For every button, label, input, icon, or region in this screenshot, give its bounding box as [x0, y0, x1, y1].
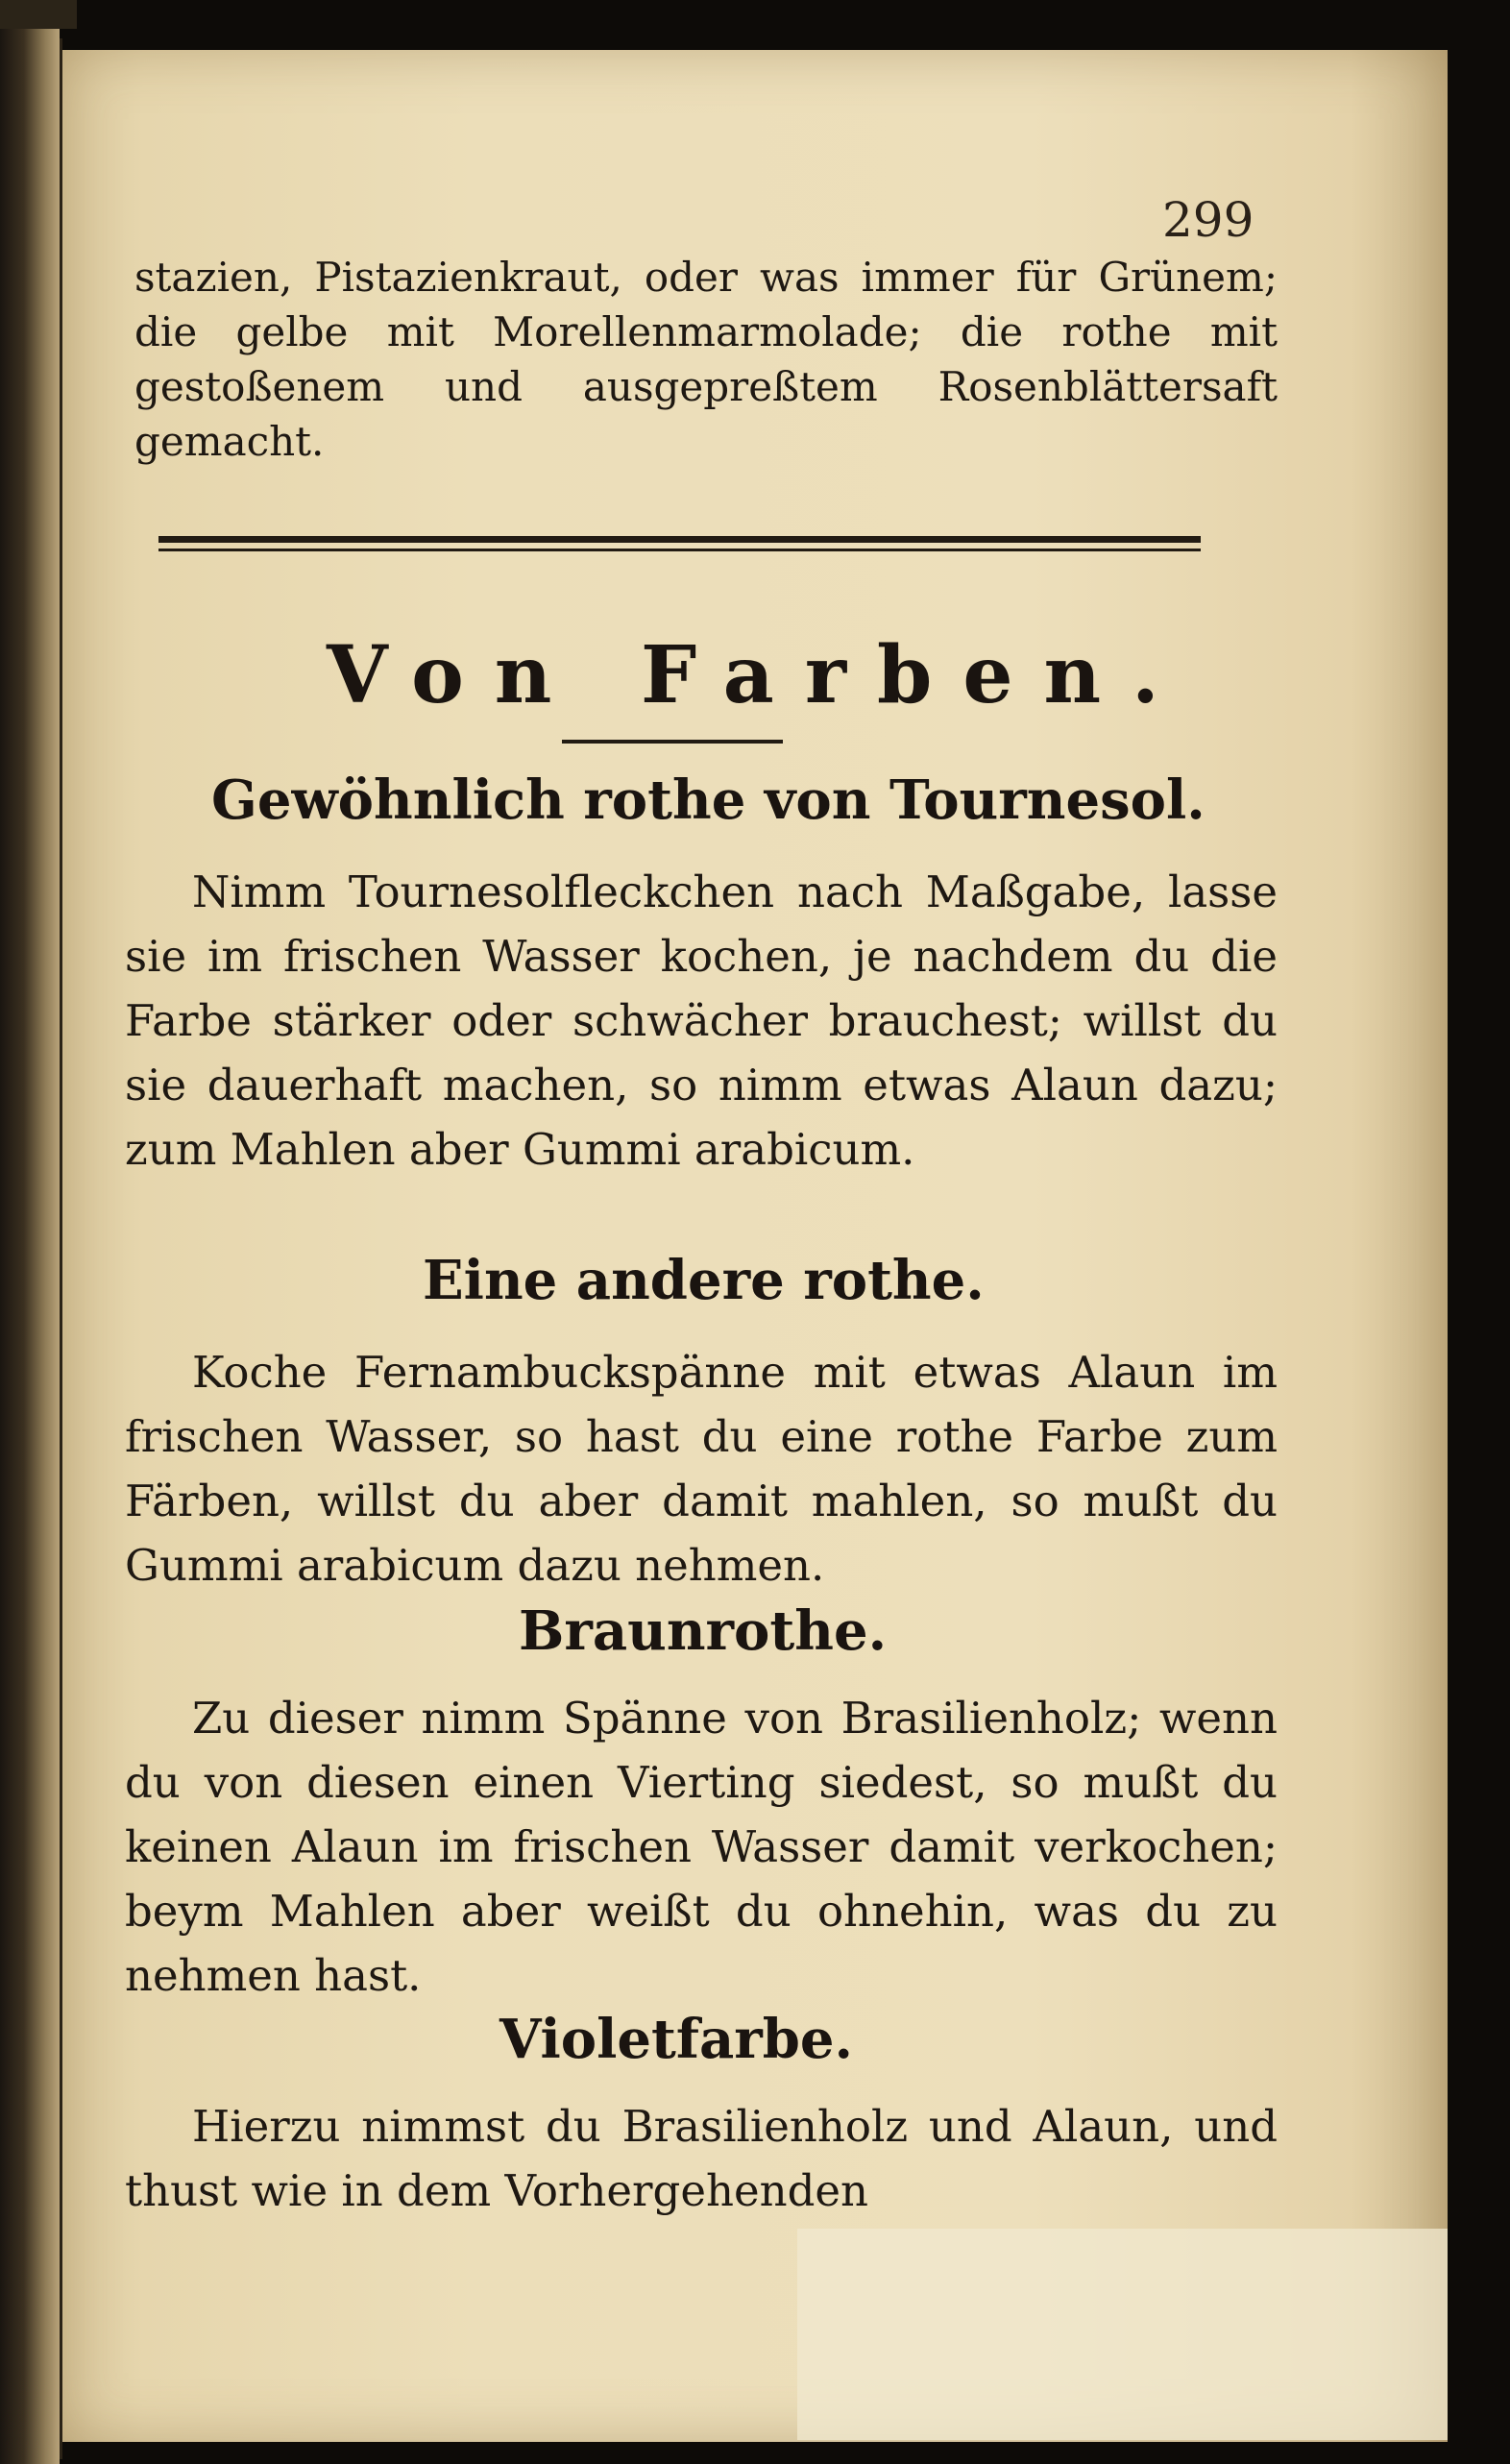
- recipe-text-braunrothe: Zu dieser nimm Spänne von Brasilienholz; wenn du von diesen einen Vierting siedest, so mußt du keinen Alaun im frischen Wasser damit verkochen; beym Mahlen aber weißt du ohnehin, was du zu nehmen hast.: [125, 1693, 1278, 2001]
- divider-thin-line: [158, 549, 1201, 551]
- recipe-text-andere-rothe: Koche Fernambuckspänne mit etwas Alaun im frischen Wasser, so hast du eine rothe Farbe zum Färben, willst du aber damit mahlen, so mußt du Gummi arabicum dazu nehmen.: [125, 1347, 1278, 1591]
- section-title: Von Farben.: [327, 629, 1190, 721]
- page-gutter-line: [60, 38, 62, 2459]
- carry-over-paragraph: stazien, Pistazienkraut, oder was immer für Grünem; die gelbe mit Morellenmarmolade; die rothe mit gestoßenem und ausgepreßtem Rosenblättersaft gemacht.: [134, 254, 1278, 465]
- title-underline: [562, 740, 783, 744]
- page-number: 299: [1162, 192, 1254, 248]
- divider-thick-line: [158, 536, 1201, 543]
- recipe-text-tournesol: Nimm Tournesolfleckchen nach Maßgabe, lasse sie im frischen Wasser kochen, je nachdem du die Farbe stärker oder schwächer brauchest; willst du sie dauerhaft machen, so nimm etwas Alaun dazu; zum Mahlen aber Gummi arabicum.: [125, 866, 1278, 1175]
- book-spine-edge: [0, 0, 60, 2464]
- recipe-heading-andere-rothe: Eine andere rothe.: [423, 1249, 985, 1312]
- recipe-heading-braunrothe: Braunrothe.: [519, 1599, 888, 1663]
- book-cover-corner: [0, 0, 77, 29]
- recipe-text-violetfarbe: Hierzu nimmst du Brasilienholz und Alaun, und thust wie in dem Vorhergehenden: [125, 2101, 1278, 2216]
- recipe-heading-tournesol: Gewöhnlich rothe von Tournesol.: [211, 768, 1206, 832]
- section-divider: [158, 536, 1201, 555]
- recipe-heading-violetfarbe: Violetfarbe.: [499, 2008, 854, 2071]
- page-corner-discoloration: [797, 2229, 1448, 2440]
